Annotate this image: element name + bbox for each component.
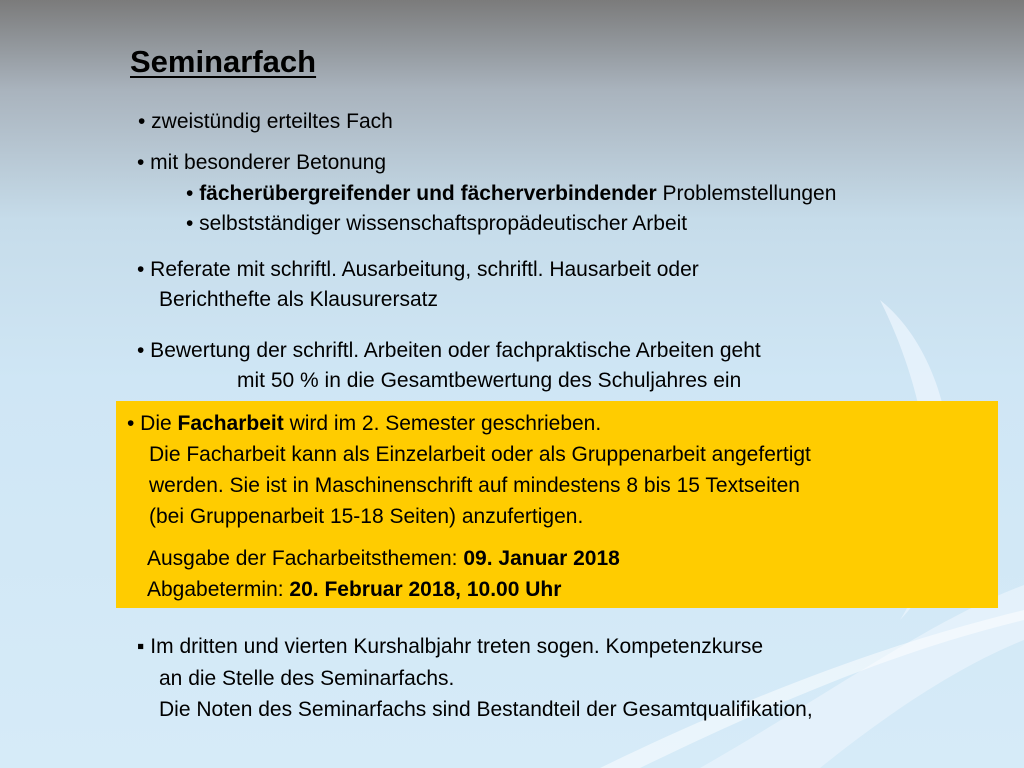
bullet-kompetenzkurse-line1: ▪ Im dritten und vierten Kurshalbjahr treten sogen. Kompetenzkurse (137, 635, 764, 658)
facharbeit-line4: (bei Gruppenarbeit 15-18 Seiten) anzufertigen. (149, 505, 584, 528)
facharbeit-line3: werden. Sie ist in Maschinenschrift auf mindestens 8 bis 15 Textseiten (149, 474, 800, 497)
facharbeit-bold: Facharbeit (177, 412, 284, 435)
ausgabe-line (147, 543, 620, 574)
sub-bullet-rest-text: Problemstellungen (656, 182, 837, 205)
bullet-referate-line2: Berichthefte als Klausurersatz (159, 288, 438, 311)
slide-title: Seminarfach (130, 44, 317, 79)
facharbeit-line2: Die Facharbeit kann als Einzelarbeit oder als Gruppenarbeit angefertigt (149, 443, 811, 466)
bullet-referate-line1: • Referate mit schriftl. Ausarbeitung, schriftl. Hausarbeit oder (137, 258, 699, 281)
sub-bullet-bold-text: fächerübergreifender und fächerverbindender (199, 182, 657, 205)
bullet-fach: • zweistündig erteiltes Fach (138, 110, 393, 133)
bullet-bewertung-line1: • Bewertung der schriftl. Arbeiten oder fachpraktische Arbeiten geht (137, 339, 761, 362)
bullet-betonung: • mit besonderer Betonung (137, 151, 387, 174)
bullet-kompetenzkurse-line3: Die Noten des Seminarfachs sind Bestandteil der Gesamtqualifikation, (159, 698, 813, 721)
bullet-bewertung-line2: mit 50 % in die Gesamtbewertung des Schuljahres ein (237, 369, 742, 392)
sub-bullet-arbeit: • selbstständiger wissenschaftspropädeutischer Arbeit (186, 212, 688, 235)
facharbeit-prefix: • Die (127, 412, 178, 435)
facharbeit-highlight-box (116, 401, 998, 608)
abgabe-date: 20. Februar 2018, 10.00 Uhr (289, 578, 562, 601)
facharbeit-line1 (127, 408, 601, 439)
ausgabe-label: Ausgabe der Facharbeitsthemen: (147, 547, 464, 570)
bullet-kompetenzkurse-line2: an die Stelle des Seminarfachs. (159, 667, 455, 690)
sub-bullet-problemstellungen (186, 182, 836, 206)
ausgabe-date: 09. Januar 2018 (463, 547, 620, 570)
facharbeit-rest: wird im 2. Semester geschrieben. (283, 412, 602, 435)
abgabe-label: Abgabetermin: (147, 578, 290, 601)
abgabe-line (147, 574, 561, 605)
sub-bullet-marker: • (186, 182, 200, 205)
